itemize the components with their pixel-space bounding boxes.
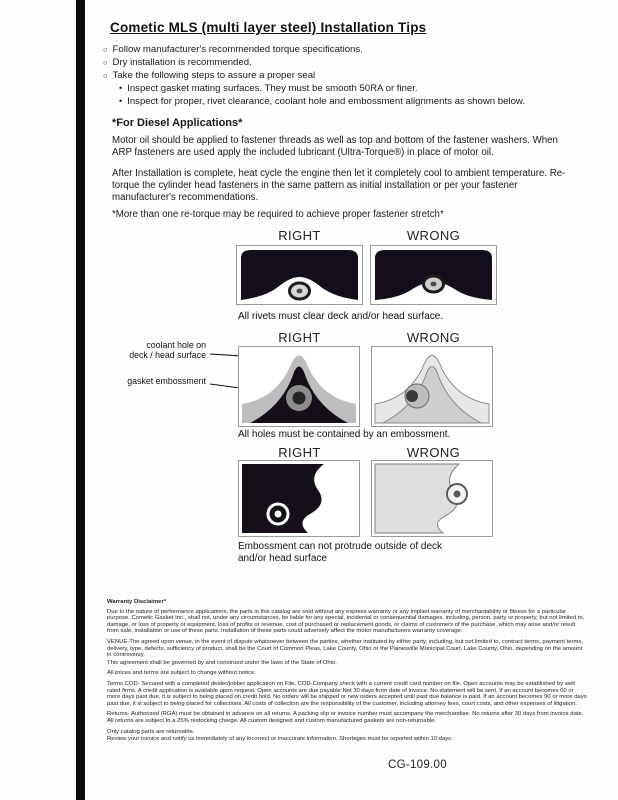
bullet-text: Follow manufacturer's recommended torque specifications. bbox=[112, 44, 363, 55]
diagram-embossment-wrong bbox=[371, 460, 493, 537]
bullet-text: Dry installation is recommended. bbox=[112, 57, 252, 68]
warranty-paragraph: Due to the nature of performance applications, the parts in this catalog are sold without any express warranty or any implied warranty of merchantability or fitness for a particular purpose. Cometic Gasket Inc., shall not, under any circumstances, be liable for any special, incidental or consequential damages, including, person, party or property, but not limited to, damage, or loss of property or equipment, loss of profits or revenue, cost of purchased or replacement goods, or claims of customers of the purchase, which may arise and/or result from sale, installation or use of these parts. Installation of these parts could adversely affect the motor manufacturers warranty coverage. bbox=[107, 608, 585, 635]
bullet-item bbox=[103, 57, 573, 68]
bullet-item bbox=[103, 44, 573, 55]
callout-gasket-embossment-label: gasket embossment bbox=[127, 376, 206, 386]
bullet-marker: • bbox=[119, 96, 123, 106]
diagram-rivet-right bbox=[236, 245, 363, 305]
diagram-rivet-wrong bbox=[370, 245, 497, 305]
warranty-paragraph: Terms COD- Secured with a completed dealer/jobber application on File, COD-Company check with a current credit card number on file. Open accounts may be established by well rated firms. A credit application is available upon request. Open accounts are due payable Net 30 days from date of invoice. No statement will be sent. If an account becomes 60 or more days past due, it is subject to being placed on credit hold. No orders will be shipped or new orders accepted until past due balance is paid. If an account becomes 90 or more days past due, it is subject to being placed for collections. All costs of collection are the responsibility of the customer, including attorney fees, court costs, and other expenses of litigation. bbox=[107, 680, 587, 707]
bullet-marker: ○ bbox=[103, 45, 108, 54]
warranty-heading: Warranty Disclaimer* bbox=[107, 599, 167, 605]
caption-rivets: All rivets must clear deck and/or head surface. bbox=[238, 311, 444, 322]
sub-bullet-item bbox=[119, 83, 589, 94]
diesel-paragraph: Motor oil should be applied to fastener threads as well as top and bottom of the fastener washers. When ARP fasteners are used apply the included lubricant (Ultra-Torque®) in place of motor oil. bbox=[112, 135, 558, 158]
scan-edge-bar bbox=[76, 0, 85, 800]
bullet-marker: ○ bbox=[103, 58, 108, 67]
warranty-paragraph: VENUE-The agreed upon venue, in the event of dispute whatsoever between the parties, whether instituted by either party, including, but not limited to, contract terms, payment terms, delivery, type, defects, sufficiency of product, shall be the Court of Common Pleas, Lake County, Ohio or the Painesville Municipal Court, Lake County, Ohio, depending on the amount in controversy. bbox=[107, 638, 583, 659]
diesel-paragraph: After Installation is complete, heat cycle the engine then let it completely cool to ambient temperature. Re-torque the cylinder head fasteners in the same pattern as initial installation or per your fastener manufacturer's recommendations. bbox=[112, 168, 566, 203]
page-title: Cometic MLS (multi layer steel) Installation Tips bbox=[110, 20, 427, 35]
caption-embossment bbox=[238, 541, 442, 565]
bullet-text: Inspect for proper, rivet clearance, coolant hole and embossment alignments as shown below. bbox=[127, 96, 525, 107]
wrong-column-label: WRONG bbox=[406, 330, 461, 345]
bullet-text: Take the following steps to assure a proper seal bbox=[112, 70, 316, 81]
callout-text: coolant hole on bbox=[146, 340, 206, 350]
diagram-coolant-hole-right bbox=[238, 346, 360, 427]
bullet-item bbox=[103, 70, 573, 81]
sub-bullet-item bbox=[119, 96, 589, 107]
warranty-paragraph: All prices and terms are subject to change without notice. bbox=[107, 670, 256, 677]
bullet-marker: ○ bbox=[103, 71, 108, 80]
right-column-label: RIGHT bbox=[278, 445, 321, 460]
bullet-marker: • bbox=[119, 83, 123, 93]
caption-line: Embossment can not protrude outside of deck bbox=[238, 541, 443, 552]
page-code: CG-109.00 bbox=[388, 759, 447, 771]
diagram-coolant-hole-wrong bbox=[371, 346, 493, 427]
diesel-applications-heading: *For Diesel Applications* bbox=[112, 117, 243, 129]
caption-line: and/or head surface bbox=[238, 553, 327, 564]
caption-holes: All holes must be contained by an embossment. bbox=[238, 429, 451, 440]
warranty-section bbox=[107, 599, 587, 747]
wrong-column-label: WRONG bbox=[406, 228, 461, 243]
callout-text: deck / head surface bbox=[129, 350, 206, 360]
warranty-paragraph: Only catalog parts are returnable. bbox=[107, 728, 195, 735]
right-column-label: RIGHT bbox=[278, 228, 321, 243]
warranty-paragraph: Review your invoice and notify us immediately of any incorrect or inaccurate information. Shortages must be reported within 10 days. bbox=[107, 736, 453, 743]
callout-coolant-hole-label bbox=[98, 340, 206, 360]
right-column-label: RIGHT bbox=[278, 330, 321, 345]
warranty-paragraph: Returns- Authorized (RGA) must be obtained in advance on all returns. A packing slip or invoice number must accompany the merchandise. No returns after 30 days from invoice date. All returns are subject to a 25% restocking charge. All custom designed and custom manufactured gaskets are non-returnable. bbox=[107, 711, 584, 724]
bullet-text: Inspect gasket mating surfaces. They must be smooth 50RA or finer. bbox=[127, 83, 418, 94]
warranty-paragraph: This agreement shall be governed by and construed under the laws of the State of Ohio. bbox=[107, 659, 337, 666]
diagram-embossment-right bbox=[238, 460, 360, 537]
wrong-column-label: WRONG bbox=[406, 445, 461, 460]
retorque-note: *More than one re-torque may be required to achieve proper fastener stretch* bbox=[112, 209, 444, 220]
